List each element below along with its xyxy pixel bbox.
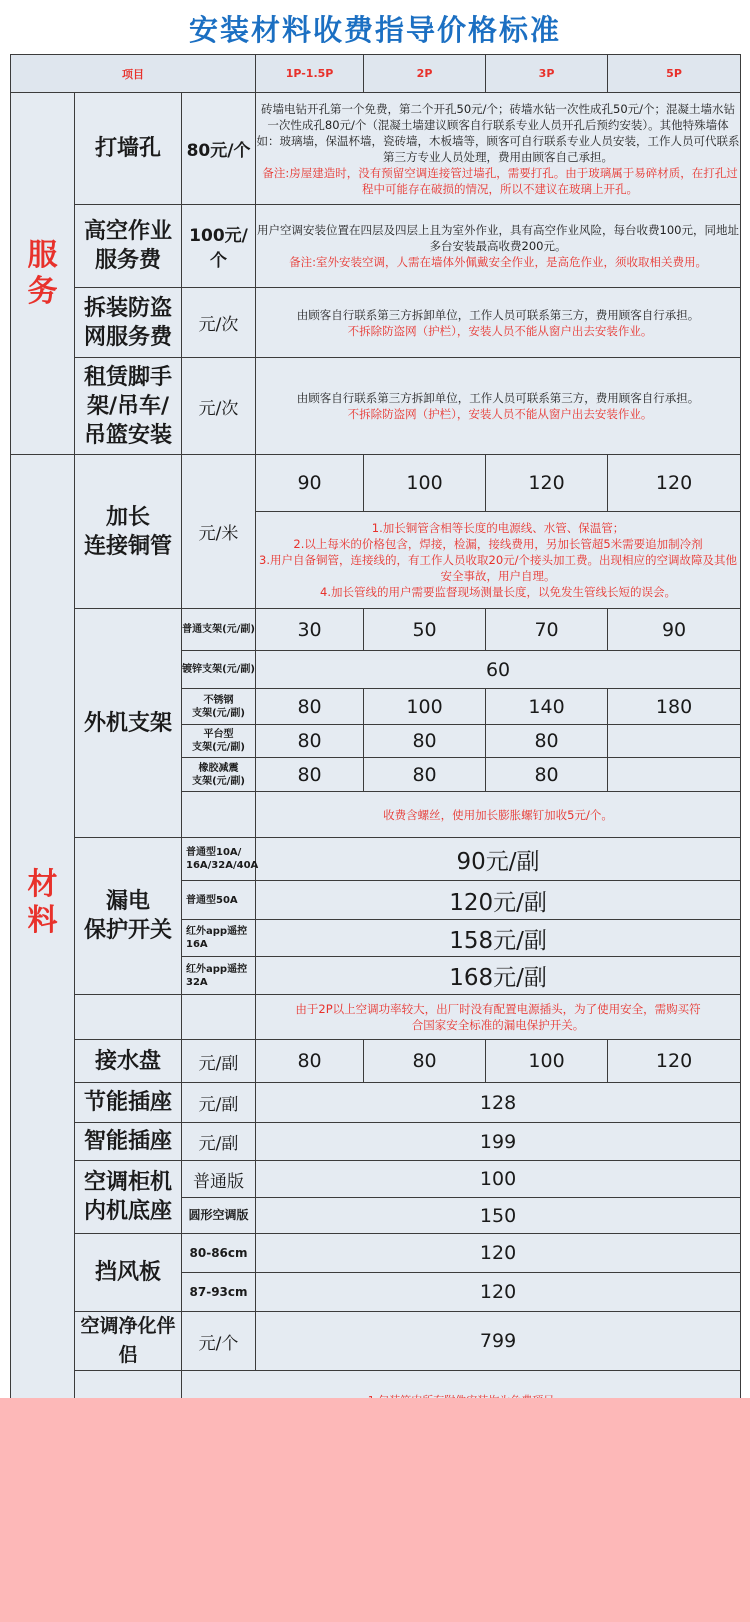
shield-sub: 87-93cm	[182, 1273, 256, 1312]
price-cell: 80	[364, 725, 486, 758]
breaker-sub: 普通型50A	[182, 881, 256, 920]
service-name: 高空作业 服务费	[75, 205, 182, 288]
table-row	[11, 1234, 741, 1273]
pipe-unit: 元/米	[182, 455, 256, 609]
shield-name: 挡风板	[75, 1234, 182, 1312]
bracket-sub: 普通支架(元/副)	[182, 609, 256, 651]
price-cell: 180	[608, 689, 741, 725]
empty-cell	[182, 995, 256, 1040]
price-cell: 100	[364, 455, 486, 512]
price-cell: 100	[364, 689, 486, 725]
socket1-name: 节能插座	[75, 1083, 182, 1123]
price-cell: 120	[256, 1234, 741, 1273]
category-material: 材 料	[11, 455, 75, 1431]
price-cell: 120	[608, 455, 741, 512]
table-row	[11, 93, 741, 205]
header-row	[11, 55, 741, 93]
bracket-note: 收费含螺丝，使用加长膨胀螺钉加收5元/个。	[256, 792, 741, 838]
price-cell: 799	[256, 1312, 741, 1371]
price-cell: 80	[256, 725, 364, 758]
price-cell: 150	[256, 1198, 741, 1234]
empty-cell	[182, 792, 256, 838]
pipe-name: 加长 连接铜管	[75, 455, 182, 609]
table-row	[11, 838, 741, 881]
table-row	[11, 288, 741, 358]
service-name: 租赁脚手 架/吊车/ 吊篮安装	[75, 358, 182, 455]
price-cell: 30	[256, 609, 364, 651]
price-cell: 80	[486, 725, 608, 758]
drain-name: 接水盘	[75, 1040, 182, 1083]
price-cell: 60	[256, 651, 741, 689]
price-cell: 100	[486, 1040, 608, 1083]
table-row	[11, 1123, 741, 1161]
price-cell: 70	[486, 609, 608, 651]
category-service: 服 务	[11, 93, 75, 455]
bracket-sub: 不锈钢 支架(元/副)	[182, 689, 256, 725]
table-row	[11, 1312, 741, 1371]
service-desc: 用户空调安装位置在四层及四层上且为室外作业，具有高空作业风险，每台收费100元，同地址多台安装最高收费200元。 备注:室外安装空调，人需在墙体外佩戴安全作业，是高危作业，须收取相关费用。	[256, 205, 741, 288]
price-cell: 100	[256, 1161, 741, 1198]
bracket-sub: 平台型 支架(元/副)	[182, 725, 256, 758]
purifier-unit: 元/个	[182, 1312, 256, 1371]
service-unit: 元/次	[182, 288, 256, 358]
price-table	[10, 54, 741, 1431]
price-cell: 80	[486, 758, 608, 792]
breaker-sub: 红外app遥控16A	[182, 920, 256, 957]
table-row	[11, 995, 741, 1040]
base-sub: 圆形空调版	[182, 1198, 256, 1234]
price-cell: 80	[364, 758, 486, 792]
empty-cell	[75, 995, 182, 1040]
table-row	[11, 1161, 741, 1198]
table-row	[11, 455, 741, 512]
bracket-sub: 镀锌支架(元/副)	[182, 651, 256, 689]
price-cell: 80	[256, 758, 364, 792]
header-item: 项目	[11, 55, 256, 93]
price-cell: 128	[256, 1083, 741, 1123]
price-cell: 120	[486, 455, 608, 512]
price-cell: 199	[256, 1123, 741, 1161]
price-cell: 140	[486, 689, 608, 725]
service-unit: 100元/个	[182, 205, 256, 288]
price-cell	[608, 725, 741, 758]
service-desc: 由顾客自行联系第三方拆卸单位，工作人员可联系第三方，费用顾客自行承担。 不拆除防盗网（护栏），安装人员不能从窗户出去安装作业。	[256, 288, 741, 358]
socket2-name: 智能插座	[75, 1123, 182, 1161]
header-col-3: 3P	[486, 55, 608, 93]
price-cell: 80	[364, 1040, 486, 1083]
breaker-name: 漏电 保护开关	[75, 838, 182, 995]
table-row	[11, 1040, 741, 1083]
service-unit: 80元/个	[182, 93, 256, 205]
price-cell: 90	[608, 609, 741, 651]
table-row	[11, 609, 741, 651]
service-desc: 砖墙电钻开孔第一个免费，第二个开孔50元/个；砖墙水钻一次性成孔50元/个；混凝土墙水钻一次性成孔80元/个（混凝土墙建议顾客自行联系专业人员开孔后预约安装）。其他特殊墙体如：玻璃墙，保温杯墙，瓷砖墙，木板墙等，顾客可自行联系专业人员安装，工作人员可代联系第三方专业人员处理，费用由顾客自己承担。 备注:房屋建造时，没有预留空调连接管过墙孔，需要打孔。由于玻璃属于易碎材质，在打孔过程中可能存在破损的情况，所以不建议在玻璃上开孔。	[256, 93, 741, 205]
price-cell: 90	[256, 455, 364, 512]
price-cell	[608, 758, 741, 792]
pink-overlay	[0, 1398, 750, 1622]
service-unit: 元/次	[182, 358, 256, 455]
table-row	[11, 1083, 741, 1123]
price-cell: 80	[256, 1040, 364, 1083]
price-cell: 120	[256, 1273, 741, 1312]
header-col-1: 1P-1.5P	[256, 55, 364, 93]
price-cell: 50	[364, 609, 486, 651]
page-title: 安装材料收费指导价格标准	[188, 13, 561, 47]
shield-sub: 80-86cm	[182, 1234, 256, 1273]
breaker-sub: 普通型10A/ 16A/32A/40A	[182, 838, 256, 881]
header-col-4: 5P	[608, 55, 741, 93]
socket1-unit: 元/副	[182, 1083, 256, 1123]
base-sub: 普通版	[182, 1161, 256, 1198]
bracket-sub: 橡胶减震 支架(元/副)	[182, 758, 256, 792]
price-cell: 120	[608, 1040, 741, 1083]
price-cell: 168元/副	[256, 957, 741, 995]
pipe-notes: 1.加长铜管含相等长度的电源线、水管、保温管； 2.以上每米的价格包含，焊接，检漏，接线费用，另加长管超5米需要追加制冷剂 3.用户自备铜管，连接线的，有工作人员收取20元/个接头加工费。出现相应的空调故障及其他安全事故，用户自理。 4.加长管线的用户需要监督现场测量长度，以免发生管线长短的误会。	[256, 512, 741, 609]
price-cell: 158元/副	[256, 920, 741, 957]
socket2-unit: 元/副	[182, 1123, 256, 1161]
base-name: 空调柜机 内机底座	[75, 1161, 182, 1234]
price-cell: 120元/副	[256, 881, 741, 920]
purifier-name: 空调净化伴侣	[75, 1312, 182, 1371]
breaker-sub: 红外app遥控32A	[182, 957, 256, 995]
service-name: 打墙孔	[75, 93, 182, 205]
header-col-2: 2P	[364, 55, 486, 93]
service-desc: 由顾客自行联系第三方拆卸单位，工作人员可联系第三方，费用顾客自行承担。 不拆除防盗网（护栏），安装人员不能从窗户出去安装作业。	[256, 358, 741, 455]
drain-unit: 元/副	[182, 1040, 256, 1083]
price-cell: 90元/副	[256, 838, 741, 881]
bracket-name: 外机支架	[75, 609, 182, 838]
table-row	[11, 205, 741, 288]
breaker-note: 由于2P以上空调功率较大，出厂时没有配置电源插头，为了使用安全，需购买符 合国家安全标准的漏电保护开关。	[256, 995, 741, 1040]
table-row	[11, 358, 741, 455]
service-name: 拆装防盗 网服务费	[75, 288, 182, 358]
price-cell: 80	[256, 689, 364, 725]
